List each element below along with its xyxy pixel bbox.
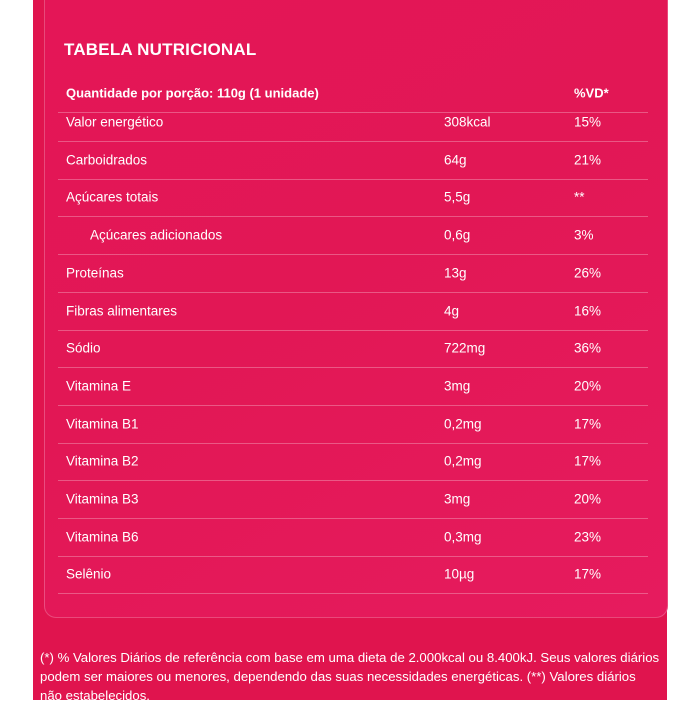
nutrient-amount: 0,2mg [444, 416, 482, 432]
nutrient-name: Proteínas [66, 265, 124, 281]
nutrient-vd: 36% [574, 340, 602, 356]
table-row [58, 254, 648, 293]
table-row [58, 442, 648, 481]
table-row [58, 518, 648, 557]
nutrient-vd: 17% [574, 566, 602, 582]
nutrient-vd: 16% [574, 303, 602, 318]
nutrient-vd: 15% [574, 114, 602, 130]
nutrient-name: Açúcares adicionados [90, 227, 223, 243]
nutrient-name: Açúcares totais [66, 189, 159, 205]
nutrient-amount: 5,5g [444, 189, 471, 205]
table-row [58, 480, 648, 519]
table-title: TABELA NUTRICIONAL [64, 40, 257, 59]
table-row [58, 555, 648, 594]
table-row [58, 103, 648, 142]
table-row [58, 405, 648, 444]
nutrient-name: Fibras alimentares [66, 303, 178, 318]
table-row [58, 292, 648, 331]
nutrient-name: Sódio [66, 340, 101, 356]
nutrient-amount: 10µg [444, 566, 475, 582]
nutrient-name: Selênio [66, 566, 112, 582]
nutrient-name: Valor energético [66, 114, 164, 130]
nutrient-name: Vitamina E [66, 378, 132, 394]
nutrient-vd: 17% [574, 453, 602, 469]
nutrient-name: Vitamina B6 [66, 529, 139, 545]
nutrient-name: Vitamina B3 [66, 491, 139, 507]
nutrient-vd: ** [574, 189, 585, 205]
table-row [58, 178, 648, 217]
table-row [58, 367, 648, 406]
nutrient-vd: 3% [574, 227, 594, 243]
nutrient-amount: 722mg [444, 340, 486, 356]
nutrient-vd: 26% [574, 265, 602, 281]
nutrient-amount: 64g [444, 152, 467, 168]
footnote-text: (*) % Valores Diários de referência com base em uma dieta de 2.000kcal ou 8.400kJ. Seus valores diários podem ser maiores ou menores, dependendo das suas necessidades energéticas. (**) Valores diários não estabelecidos. [40, 650, 660, 703]
nutrient-amount: 0,6g [444, 227, 471, 243]
nutrient-amount: 308kcal [444, 114, 491, 130]
nutrient-vd: 20% [574, 491, 602, 507]
nutrient-name: Vitamina B2 [66, 453, 139, 469]
nutrient-amount: 13g [444, 265, 467, 281]
nutrient-amount: 3mg [444, 491, 471, 507]
nutrient-amount: 4g [444, 303, 460, 318]
nutrient-vd: 23% [574, 529, 602, 545]
nutrient-vd: 17% [574, 416, 602, 432]
table-row [58, 141, 648, 180]
nutrient-vd: 20% [574, 378, 602, 394]
nutrient-name: Carboidrados [66, 152, 148, 168]
nutrient-amount: 3mg [444, 378, 471, 394]
nutrient-amount: 0,2mg [444, 453, 482, 469]
nutrient-name: Vitamina B1 [66, 416, 139, 432]
table-row [58, 329, 648, 368]
vd-column-header: %VD* [574, 85, 609, 101]
nutrient-amount: 0,3mg [444, 529, 482, 545]
portion-label: Quantidade por porção: 110g (1 unidade) [66, 85, 319, 101]
nutrient-vd: 21% [574, 152, 602, 168]
table-row [58, 216, 648, 255]
